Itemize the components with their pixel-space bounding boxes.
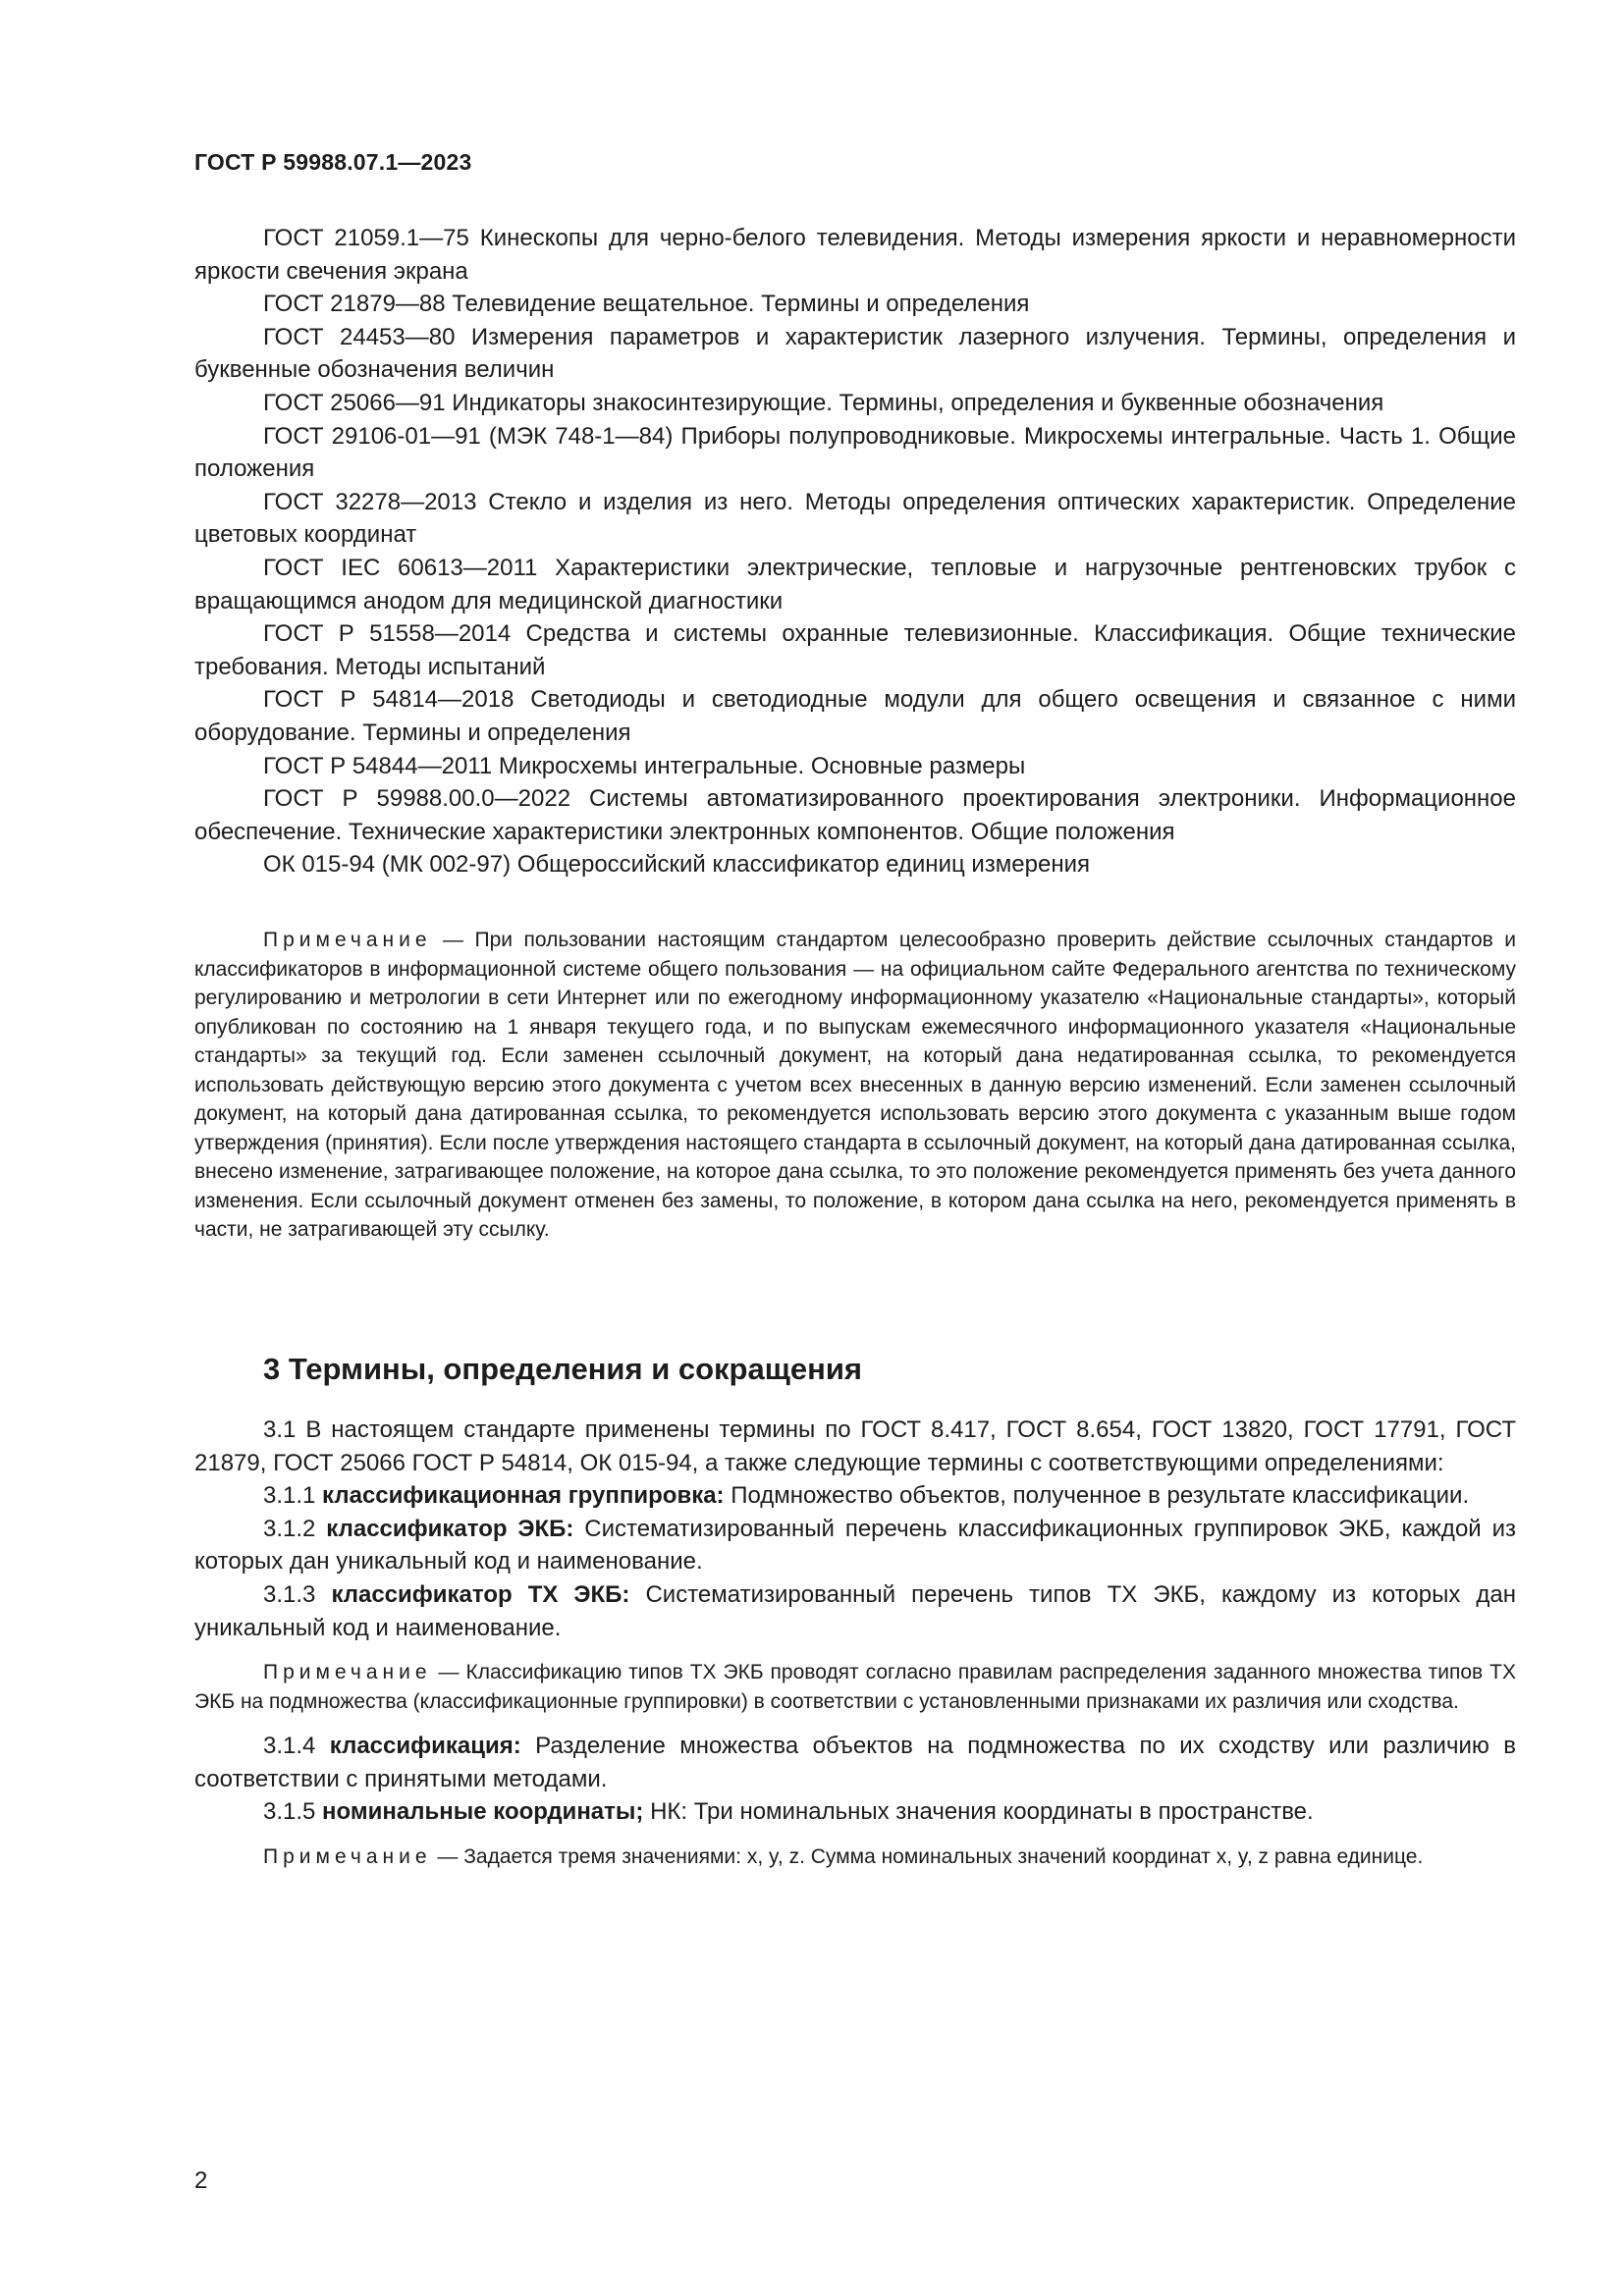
term-number: 3.1.1 (263, 1482, 323, 1510)
term-definition: Систематизированный перечень типов ТХ ЭКБ, каждому из которых дан уникальный код и наименование. (194, 1580, 1517, 1641)
term-name: классификация: (329, 1733, 521, 1760)
reference-item: ГОСТ Р 54844—2011 Микросхемы интегральные. Основные размеры (263, 752, 1026, 779)
normative-references-list (194, 222, 1516, 881)
reference-item: ГОСТ 21059.1—75 Кинескопы для черно-белого телевидения. Методы измерения яркости и неравномерности яркости свечения экрана (194, 225, 1516, 285)
reference-item: ГОСТ Р 59988.00.0—2022 Системы автоматизированного проектирования электроники. Информационное обеспечение. Технические характеристики электронных компонентов. Общие положения (194, 785, 1516, 845)
reference-item: ГОСТ 25066—91 Индикаторы знакосинтезирующие. Термины, определения и буквенные обозначения (263, 389, 1384, 416)
reference-item: ГОСТ 21879—88 Телевидение вещательное. Термины и определения (263, 291, 1030, 318)
note-dash: — (431, 1844, 464, 1868)
section-body (194, 1414, 1516, 1871)
reference-item: ГОСТ 32278—2013 Стекло и изделия из него. Методы определения оптических характеристик. Определение цветовых координат (194, 488, 1516, 549)
reference-item: ГОСТ IEC 60613—2011 Характеристики электрические, тепловые и нагрузочные рентгеновских трубок с вращающимся анодом для медицинской диагностики (194, 554, 1516, 614)
term-3-1-4 (194, 1730, 1516, 1795)
term-number: 3.1.4 (263, 1733, 330, 1760)
note-label: Примечание (263, 929, 432, 951)
term-note (194, 1658, 1516, 1716)
reference-item: ОК 015-94 (МК 002-97) Общероссийский классификатор единиц измерения (263, 851, 1090, 879)
note-dash: — (431, 929, 475, 951)
term-number: 3.1.3 (263, 1580, 332, 1608)
note-text: При пользовании настоящим стандартом целесообразно проверить действие ссылочных стандартов и классификаторов в информационной системе общего пользования — на официальном сайте Федерального агентства по техническому регулированию и метрологии в сети Интернет или по ежегодному информационному указателю «Национальные стандарты», который опубликован по состоянию на 1 января текущего года, и по выпускам ежемесячного информационного указателя «Национальные стандарты» за текущий год. Если заменен ссылочный документ, на который дана недатированная ссылка, то рекомендуется использовать действующую версию этого документа с учетом всех внесенных в данную версию изменений. Если заменен ссылочный документ, на который дана датированная ссылка, то рекомендуется использовать версию этого документа с указанным выше годом утверждения (принятия). Если после утверждения настоящего стандарта в ссылочный документ, на который дана датированная ссылка, внесено изменение, затрагивающее положение, на которое дана ссылка, то это положение рекомендуется применять без учета данного изменения. Если ссылочный документ отменен без замены, то положение, в котором дана ссылка на него, рекомендуется применять в части, не затрагивающей эту ссылку. (194, 929, 1517, 1241)
term-3-1-2 (194, 1513, 1516, 1578)
clause-3-1: 3.1 В настоящем стандарте применены термины по ГОСТ 8.417, ГОСТ 8.654, ГОСТ 13820, ГОСТ 17791, ГОСТ 21879, ГОСТ 25066 ГОСТ Р 54814, ОК 015-94, а также следующие термины с соответствующими определениями: (194, 1416, 1516, 1476)
term-number: 3.1.5 (263, 1798, 323, 1826)
reference-item: ГОСТ 24453—80 Измерения параметров и характеристик лазерного излучения. Термины, определения и буквенные обозначения величин (194, 323, 1516, 384)
term-name: классификационная группировка: (322, 1482, 725, 1510)
note-text: Задается тремя значениями: x, y, z. Сумма номинальных значений координат x, y, z равна единице. (463, 1844, 1424, 1868)
page-number: 2 (194, 2167, 208, 2194)
term-definition: Систематизированный перечень классификационных группировок ЭКБ, каждой из которых дан уникальный код и наименование. (194, 1515, 1517, 1575)
term-note (194, 1842, 1516, 1872)
term-number: 3.1.2 (263, 1515, 327, 1542)
note-label: Примечание (263, 1661, 432, 1684)
reference-item: ГОСТ Р 51558—2014 Средства и системы охранные телевизионные. Классификация. Общие технические требования. Методы испытаний (194, 620, 1516, 680)
references-note (194, 926, 1516, 1245)
reference-item: ГОСТ Р 54814—2018 Светодиоды и светодиодные модули для общего освещения и связанное с ними оборудование. Термины и определения (194, 686, 1516, 746)
section-title: 3 Термины, определения и сокращения (263, 1352, 862, 1386)
term-name: номинальные координаты; (322, 1798, 644, 1826)
term-name: классификатор ТХ ЭКБ: (331, 1580, 630, 1608)
note-label: Примечание (263, 1844, 432, 1868)
note-dash: — (431, 1661, 466, 1684)
reference-item: ГОСТ 29106-01—91 (МЭК 748-1—84) Приборы полупроводниковые. Микросхемы интегральные. Часть 1. Общие положения (194, 422, 1516, 483)
term-definition: Разделение множества объектов на подмножества по их сходству или различию в соответствии с принятыми методами. (194, 1733, 1516, 1792)
term-definition: Подмножество объектов, полученное в результате классификации. (724, 1482, 1470, 1510)
term-3-1-3 (194, 1578, 1516, 1644)
note-text: Классификацию типов ТХ ЭКБ проводят согласно правилам распределения заданного множества типов ТХ ЭКБ на подмножества (классификационные группировки) в соответствии с установленными признаками их различия или сходства. (194, 1661, 1516, 1713)
term-3-1-5 (194, 1795, 1516, 1829)
term-definition: НК: Три номинальных значения координаты в пространстве. (643, 1798, 1314, 1826)
term-name: классификатор ЭКБ: (326, 1515, 574, 1542)
document-page (194, 0, 1516, 2296)
document-code-header: ГОСТ Р 59988.07.1—2023 (194, 149, 472, 175)
term-3-1-1 (194, 1479, 1516, 1513)
